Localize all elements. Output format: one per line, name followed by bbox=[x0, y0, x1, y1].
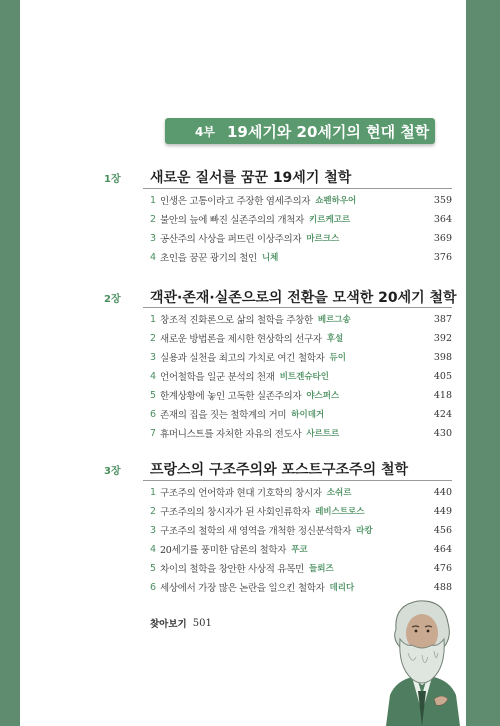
entry-page: 424 bbox=[433, 408, 452, 420]
philosopher-name: 후설 bbox=[326, 334, 344, 344]
entry-text: 새로운 방법론을 제시한 현상학의 선구자 bbox=[160, 334, 322, 345]
entry-number: 6 bbox=[150, 581, 157, 593]
toc-entry[interactable] bbox=[150, 191, 452, 209]
entry-text: 언어철학을 일군 분석의 천재 bbox=[160, 372, 275, 383]
entry-page: 464 bbox=[433, 543, 452, 555]
entry-page: 440 bbox=[433, 486, 452, 498]
index-entry[interactable] bbox=[150, 616, 212, 630]
entry-text: 휴머니스트를 자처한 자유의 전도사 bbox=[160, 429, 302, 440]
toc-entry[interactable] bbox=[150, 229, 452, 247]
toc-entry[interactable] bbox=[150, 578, 452, 596]
philosopher-name: 야스퍼스 bbox=[306, 391, 340, 401]
philosopher-name: 베르그송 bbox=[317, 315, 351, 325]
part-number: 4부 bbox=[195, 124, 215, 139]
entry-number: 4 bbox=[150, 370, 157, 382]
chapter-number: 2장 bbox=[104, 294, 121, 305]
index-page: 501 bbox=[192, 617, 212, 629]
chapter-divider bbox=[143, 188, 452, 189]
entry-text: 구조주의의 창시자가 된 사회인류학자 bbox=[160, 507, 311, 518]
toc-entry[interactable] bbox=[150, 248, 452, 266]
entry-text: 20세기를 풍미한 담론의 철학자 bbox=[160, 545, 287, 556]
philosopher-name: 듀이 bbox=[329, 353, 346, 363]
entry-text: 세상에서 가장 많은 논란을 일으킨 철학자 bbox=[160, 583, 325, 594]
toc-entry[interactable] bbox=[150, 386, 452, 404]
toc-page bbox=[20, 0, 466, 726]
chapter-number: 1장 bbox=[104, 174, 121, 185]
entry-page: 359 bbox=[433, 194, 452, 206]
entry-number: 2 bbox=[150, 505, 157, 517]
chapter-title: 객관·존재·실존으로의 전환을 모색한 20세기 철학 bbox=[150, 290, 457, 306]
entry-number: 4 bbox=[150, 251, 157, 263]
entry-number: 6 bbox=[150, 408, 157, 420]
entry-number: 1 bbox=[150, 486, 157, 498]
entry-number: 4 bbox=[150, 543, 157, 555]
philosopher-name: 키르케고르 bbox=[309, 215, 351, 225]
toc-entry[interactable] bbox=[150, 559, 452, 577]
chapter-title: 새로운 질서를 꿈꾼 19세기 철학 bbox=[150, 170, 352, 186]
entry-number: 3 bbox=[150, 232, 157, 244]
entry-number: 1 bbox=[150, 194, 157, 206]
entry-page: 488 bbox=[433, 581, 452, 593]
entry-page: 405 bbox=[433, 370, 452, 382]
entry-number: 7 bbox=[150, 427, 157, 439]
toc-entry[interactable] bbox=[150, 348, 452, 366]
entry-text: 불안의 늪에 빠진 실존주의의 개척자 bbox=[160, 215, 305, 226]
philosopher-name: 푸코 bbox=[291, 545, 308, 555]
philosopher-name: 비트겐슈타인 bbox=[279, 372, 329, 382]
philosopher-name: 쇼펜하우어 bbox=[315, 196, 357, 206]
philosopher-name: 하이데거 bbox=[291, 410, 325, 420]
philosopher-name: 마르크스 bbox=[306, 234, 340, 244]
chapter-divider bbox=[143, 480, 452, 481]
toc-entry[interactable] bbox=[150, 367, 452, 385]
entry-page: 364 bbox=[433, 213, 452, 225]
entry-text: 구조주의 언어학과 현대 기호학의 창시자 bbox=[160, 488, 322, 499]
entry-page: 376 bbox=[433, 251, 452, 263]
chapter-title: 프랑스의 구조주의와 포스트구조주의 철학 bbox=[150, 462, 409, 478]
toc-entry[interactable] bbox=[150, 502, 452, 520]
entry-page: 449 bbox=[433, 505, 452, 517]
philosopher-name: 니체 bbox=[261, 253, 279, 263]
philosopher-name: 레비스트로스 bbox=[315, 507, 365, 517]
philosopher-name: 소쉬르 bbox=[326, 488, 352, 498]
entry-text: 구조주의 철학의 새 영역을 개척한 정신분석학자 bbox=[160, 526, 352, 537]
entry-text: 차이의 철학을 창안한 사상적 유목민 bbox=[160, 564, 305, 575]
entry-number: 3 bbox=[150, 524, 157, 536]
toc-entry[interactable] bbox=[150, 210, 452, 228]
entry-text: 한계상황에 놓인 고독한 실존주의자 bbox=[160, 391, 302, 402]
philosopher-name: 데리다 bbox=[329, 583, 355, 593]
chapter-number: 3장 bbox=[104, 466, 121, 477]
entry-number: 1 bbox=[150, 313, 157, 325]
toc-entry[interactable] bbox=[150, 424, 452, 442]
entry-number: 2 bbox=[150, 332, 157, 344]
toc-entry[interactable] bbox=[150, 405, 452, 423]
entry-text: 실용과 실천을 최고의 가치로 여긴 철학자 bbox=[160, 353, 325, 364]
entry-number: 2 bbox=[150, 213, 157, 225]
entry-text: 공산주의 사상을 퍼뜨린 이상주의자 bbox=[160, 234, 302, 245]
entry-page: 392 bbox=[433, 332, 452, 344]
toc-entry[interactable] bbox=[150, 310, 452, 328]
entry-page: 430 bbox=[433, 427, 452, 439]
entry-text: 존재의 집을 짓는 철학계의 거미 bbox=[160, 410, 287, 421]
part-banner bbox=[165, 118, 435, 144]
philosopher-name: 들뢰즈 bbox=[309, 564, 334, 574]
entry-page: 456 bbox=[433, 524, 452, 536]
philosopher-portrait-illustration bbox=[382, 595, 462, 726]
entry-page: 398 bbox=[433, 351, 452, 363]
entry-page: 476 bbox=[433, 562, 452, 574]
entry-number: 5 bbox=[150, 562, 157, 574]
entry-text: 인생은 고통이라고 주장한 염세주의자 bbox=[160, 196, 311, 207]
entry-number: 5 bbox=[150, 389, 157, 401]
entry-text: 초인을 꿈꾼 광기의 철인 bbox=[160, 253, 257, 264]
chapter-divider bbox=[143, 307, 452, 308]
toc-entry[interactable] bbox=[150, 540, 452, 558]
entry-page: 418 bbox=[433, 389, 452, 401]
toc-entry[interactable] bbox=[150, 483, 452, 501]
entry-number: 3 bbox=[150, 351, 157, 363]
entry-text: 창조적 진화론으로 삶의 철학을 주창한 bbox=[160, 315, 313, 326]
index-label: 찾아보기 bbox=[150, 619, 187, 630]
entry-page: 369 bbox=[433, 232, 452, 244]
entry-page: 387 bbox=[433, 313, 452, 325]
part-title: 19세기와 20세기의 현대 철학 bbox=[226, 122, 430, 141]
philosopher-name: 라캉 bbox=[356, 526, 373, 536]
toc-entry[interactable] bbox=[150, 329, 452, 347]
toc-entry[interactable] bbox=[150, 521, 452, 539]
philosopher-name: 사르트르 bbox=[306, 429, 340, 439]
